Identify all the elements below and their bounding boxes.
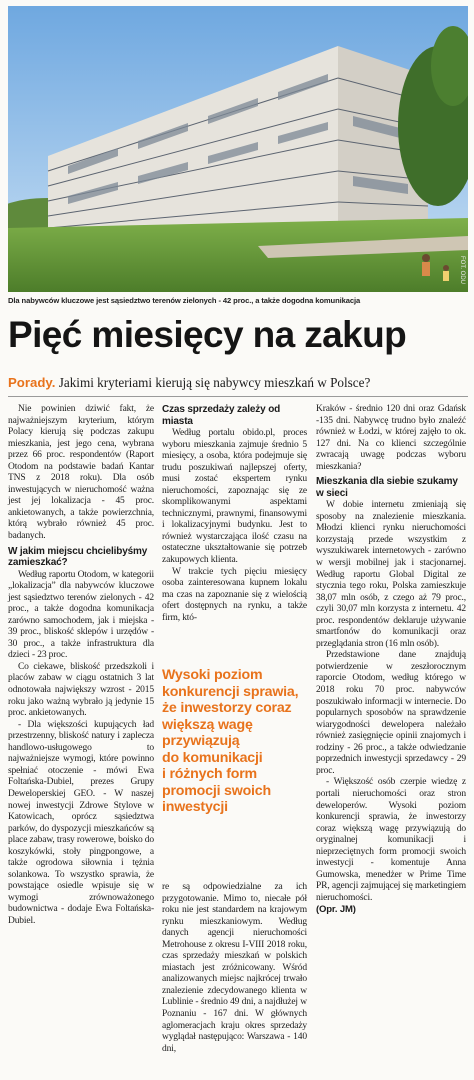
- pull-quote-line: że inwestorzy coraz: [162, 700, 292, 716]
- paragraph: Co ciekawe, bliskość przedszkoli i placów zabaw w ciągu ostatnich 3 lat odnotowała największy wzrost - 2015 roku jako ważną wybrało ją jedynie 15 proc. ankietowanych.: [8, 661, 154, 719]
- lead-divider: [8, 396, 468, 397]
- photo-caption: Dla nabywców kluczowe jest sąsiedztwo terenów zielonych - 42 proc., a także dogodna komunikacja: [8, 296, 361, 305]
- paragraph: W dobie internetu zmieniają się sposoby na znalezienie mieszkania. Młodzi klienci rynku nieruchomości korzystają przede wszystkim z wyszukiwarek internetowych - zarówno w wersji mobilnej jak i stacjonarnej. Według raportu Global Digital ze stycznia tego roku, Polska zamieszkuje 38,07 mln osób, z czego aż 79 proc., czyli 30,07 mln korzysta z internetu. 42 proc. respondentów deklaruje używanie smartfonów do komunikacji oraz przeglądania stron (16 mln osób).: [316, 500, 466, 649]
- photo-credit: FOT. ODU: [459, 256, 465, 284]
- apartment-building-photo: [8, 6, 468, 292]
- building-illustration: [8, 6, 468, 292]
- pull-quote-line: inwestycji: [162, 799, 228, 815]
- column-2-continued: [162, 882, 307, 1055]
- paragraph: re są odpowiedzialne za ich przygotowanie. Mimo to, niecałe pół roku nie jest standardem na krajowym rynku mieszkaniowym. Według danych agencji nieruchomości Metrohouse z okresu I-VIII 2018 roku, czas sprzedaży mieszkań w polskich miastach jest zróżnicowany. Wśród analizowanych miejsc najkrócej trwało znalezienie zdecydowanego klienta w Lublinie - średnio 49 dni, a najdłużej w Poznaniu - 167 dni. W głównych aglomeracjach kraju okres sprzedaży wyglądał następująco: Warszawa - 140 dni,: [162, 882, 307, 1054]
- article-lead: [8, 374, 470, 392]
- paragraph: Według portalu obido.pl, proces wyboru mieszkania zajmuje średnio 5 miesięcy, a osoba, która podejmuje się trudu poszukiwań najlepszej oferty, musi zostać ekspertem rynku nieruchomości, zapoznając się ze skomplikowanymi aspektami technicznymi, prawnymi, finansowymi i lokalizacyjnymi budynku. Jest to również wystarczająca ilość czasu na ostateczne ukształtowanie się potrzeb zakupowych klienta.: [162, 428, 307, 566]
- lead-text: Jakimi kryteriami kierują się nabywcy mieszkań w Polsce?: [55, 375, 371, 390]
- article-headline: Pięć miesięcy na zakup: [8, 314, 407, 355]
- pull-quote-line: Wysoki poziom: [162, 667, 263, 683]
- author-signature: (Opr. JM): [316, 904, 356, 916]
- subheading: Czas sprzedaży zależy od miasta: [162, 404, 281, 427]
- paragraph: - Dla większości kupujących ład przestrzenny, bliskość natury i zaplecza handlowo-usługowego to najważniejsze wymogi, które powinno spełniać otoczenie - mówi Ewa Foltańska-Dubiel, prezes Grupy Deweloperskiej GEO. - W naszej nowej inwestycji Zdrowe Stylove w Katowicach, oprócz sąsiedztwa parków, do dyspozycji mieszkańców są place zabaw, trasy rowerowe, boisko do koszykówki, stoły pingpongowe, a także ogrodowa siłownia i tężnia solankowa. To wszystko sprawia, że powstające osiedle wpisuje się w wymogi zrównoważonego budownictwa - dodaje Ewa Foltańska-Dubiel.: [8, 719, 154, 926]
- pull-quote-line: większą wagę: [162, 716, 253, 733]
- pull-quote-line: przywiązują: [162, 733, 240, 749]
- paragraph: - Większość osób czerpie wiedzę z portali nieruchomości oraz stron deweloperów. Wysoki poziom konkurencji sprawia, że inwestorzy coraz większą wagę przywiązują do oryginalnej komunikacji i nieprzeciętnych form promocji swoich inwestycji - komentuje Anna Gumowska, menedżer w Prime Time PR, agencji zajmującej się marketingiem nieruchomości.: [316, 777, 466, 903]
- paragraph: Według raportu Otodom, w kategorii „lokalizacja” dla nabywców kluczowe jest sąsiedztwo terenów zielonych - 42 proc., a także dogodna komunikacja zarówno samochodem, jak i miejska - 39 proc., bliskość sklepów i urzędów - 30 proc., a także infrastruktura dla dzieci - 23 proc.: [8, 569, 154, 661]
- subheading: Mieszkania dla siebie szukamy w sieci: [316, 476, 458, 499]
- pull-quote: [162, 667, 307, 816]
- pull-quote-line: i różnych form: [162, 766, 257, 782]
- paragraph: Kraków - średnio 120 dni oraz Gdańsk -135 dni. Nabywcę trudno było znaleźć również w Łodzi, w której zajęło to ok. 127 dni. Na co klienci szczególnie zwracają uwagę podczas wyboru mieszkania?: [316, 404, 466, 472]
- paragraph: W trakcie tych pięciu miesięcy osoba zainteresowana kupnem lokalu ma czas na zapoznanie się z wielością ofert dostępnych na rynku, a także firm, któ-: [162, 566, 307, 623]
- subheading: W jakim miejscu chcielibyśmy zamieszkać?: [8, 545, 148, 569]
- pull-quote-line: konkurencji sprawia,: [162, 683, 299, 700]
- lead-tag: Porady.: [8, 375, 56, 390]
- column-1: [8, 404, 154, 928]
- paragraph: Przedstawione dane znajdują potwierdzenie w zeszłorocznym raporcie Otodom, według którego w 2018 roku 70 proc. nabywców poszukiwało informacji w internecie. Do popularnych sposobów na sprawdzenie wiarygodności dewelopera należało również zasięgnięcie opinii znajomych i rodziny - 26 proc., a także odwiedzanie poprzednich inwestycji sprzedawcy - 29 proc.: [316, 650, 466, 776]
- pull-quote-line: do komunikacji: [162, 749, 263, 766]
- pull-quote-line: promocji swoich: [162, 782, 271, 799]
- paragraph: Nie powinien dziwić fakt, że najważniejszym kryterium, którym Polacy kierują się podczas zakupu mieszkania, jest jego cena, wybrana przez 66 proc. respondentów (Raport Otodom na podstawie badań Kantar TNS z 2018 roku). Dla osób inwestujących w nieruchomość ważna jest jej lokalizacja - 45 proc. ankietowanych, a także powierzchnia, którą wybrało również 45 proc. badanych.: [8, 404, 154, 542]
- column-2: [162, 404, 307, 624]
- column-3: [316, 404, 466, 916]
